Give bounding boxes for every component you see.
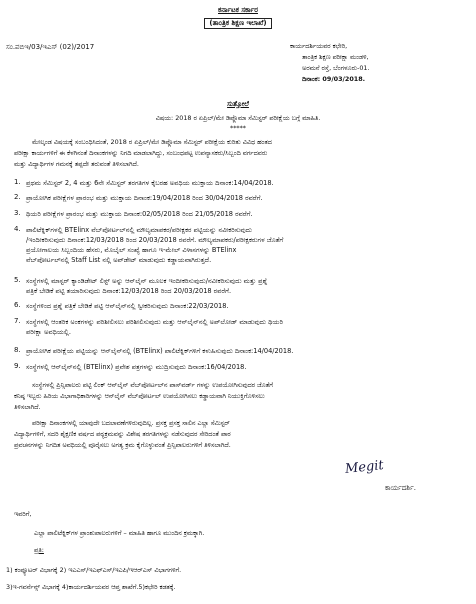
schedule-line: ಪ್ರವಚನಗಳನ್ನು ನಿಗದಿತ ಅವಧಿಯಲ್ಲಿ ಪೂರೈಸಲು ಅಗತ್ಯ ಕ್ರಮ ಕೈಗೊಳ್ಳುವಂತೆ ಪ್ರಿನ್ಸಿಪಾಲರುಗಳಿಗೆ ತಿಳಿಸಲಾಗಿದೆ. (14, 441, 231, 449)
portal-line: ಕನಿಷ್ಠ ಇಬ್ಬರು ಹಿರಿಯ ವಿಭಾಗಾಧಿಕಾರಿಗಳನ್ನು ಆನ್‌ಲೈನ್ ವೆಬ್‌ಪೋರ್ಟಲ್ ಉಪಯೋಗಿಸಲು ಕಡ್ಡಾಯವಾಗಿ ನಿಯುಕ್ತಿಗೊಳಿಸಲು (14, 392, 265, 400)
intro-line: ಮತ್ತು ವಿದ್ಯಾರ್ಥಿಗಳ ಗಮನಕ್ಕೆ ತಪ್ಪದೇ ತರುವಂತೆ ತಿಳಿಸಲಾಗಿದೆ. (14, 160, 139, 168)
intro-line: ಮೇಲ್ಕಂಡ ವಿಷಯಕ್ಕೆ ಸಂಬಂಧಿಸಿದಂತೆ, 2018 ರ ಏಪ್ರಿಲ್/ಮೇ ಡಿಪ್ಲೊಮಾ ಸೆಮಿಸ್ಟರ್ ಪರೀಕ್ಷೆಯ ಕುರಿತು ವಿವಿಧ ಹಂತದ (32, 138, 272, 146)
intro-paragraph (14, 137, 272, 170)
item-line: ವೆಬ್‌ಪೋರ್ಟಲ್‌ನಲ್ಲಿ Staff List ನಲ್ಲಿ ಅಪ್‌ಡೇಟ್ ಮಾಡುವುದು ಕಡ್ಡಾಯವಾಗಿರುತ್ತದೆ. (26, 256, 212, 264)
portal-line: ಸಂಸ್ಥೆಗಳಲ್ಲಿ ಪ್ರಿನ್ಸಿಪಾಲರು ಪಟ್ಟಿ ಲಿಂಕ್ ಆನ್‌ಲೈನ್ ವೆಬ್‌ಪೋರ್ಟಲ್‌ನ ಪಾಸ್‌ವರ್ಡ್ ಗಳನ್ನು ಉಪಯೋಗಿಸುವುದರ ಜೊತೆಗೆ (32, 381, 273, 389)
portal-line: ತಿಳಿಸಲಾಗಿದೆ. (14, 403, 41, 411)
item-number: 1. (14, 178, 21, 186)
item-line: ಪ್ರಾಯೋಗಿಕ ಪರೀಕ್ಷೆಗಳ ಪ್ರಾರಂಭ ಮತ್ತು ಮುಕ್ತಾಯ ದಿನಾಂಕ:19/04/2018 ರಿಂದ 30/04/2018 ರವರೆಗೆ. (26, 194, 263, 202)
item-text (26, 362, 466, 372)
item-line: ಪತ್ರಿಕೆ ಬೇಡಿಕೆ ಪಟ್ಟಿ ತಯಾರಿಸುವುದು ದಿನಾಂಕ:12/03/2018 ರಿಂದ 20/03/2018 ರವರೆಗೆ. (26, 287, 232, 295)
item-number: 6. (14, 301, 21, 309)
item-line: ಸಂಸ್ಥೆಗಳಿಂದ ಪ್ರಶ್ನೆ ಪತ್ರಿಕೆ ಬೇಡಿಕೆ ಪಟ್ಟಿ ಆನ್‌ಲೈನ್‌ನಲ್ಲಿ ಸ್ವೀಕರಿಸುವುದು ದಿನಾಂಕ:22/03/2018. (26, 302, 229, 310)
portal-paragraph (14, 380, 273, 413)
item-line: ಪ್ರಥಮ ಸೆಮಿಸ್ಟರ್ 2, 4 ಮತ್ತು 6ನೇ ಸೆಮಿಸ್ಟರ್ ತರಗತಿಗಳ ಕೈಬರಹ ಅವಧಿಯ ಮುಕ್ತಾಯ ದಿನಾಂಕ:14/04/2018. (26, 179, 274, 187)
item-text (26, 178, 466, 188)
item-number: 7. (14, 317, 21, 325)
copy-label: ಪ್ರತಿ: (34, 546, 44, 554)
item-number: 4. (14, 225, 21, 233)
schedule-paragraph (14, 418, 231, 451)
item-line: ಪ್ರಾಯೋಗಿಕ ಪರೀಕ್ಷೆಯ ಪಟ್ಟಿಯನ್ನು ಆನ್‌ಲೈನ್‌ನಲ್ಲಿ (BTElinx) ಪಾಲಿಟೆಕ್ನಿಕ್‌ಗಳಿಗೆ ಕಳುಹಿಸುವುದು ದಿನಾಂಕ:14/04/2018. (26, 347, 294, 355)
office-line: ಕಾರ್ಯದರ್ಶಿಯವರ ಕಛೇರಿ, (290, 42, 348, 50)
item-text (26, 317, 466, 337)
copy-line: 3)ಇ-ಗವರ್ನೆನ್ಸ್ ವಿಭಾಗಕ್ಕೆ 4)ಕಾರ್ಯದರ್ಶಿಯವರ ಆಪ್ತ ಶಾಖೆಗೆ.5)ಕಛೇರಿ ಕಡತಕ್ಕೆ. (6, 583, 176, 591)
item-line: ಪ್ರಯೋಗಾಲಯ ಸಿಬ್ಬಂದಿಯ ಹೆಸರು, ಮೊಬೈಲ್ ಸಂಖ್ಯೆ ಹಾಗೂ ಇ-ಮೇಲ್ ವಿಳಾಸಗಳನ್ನು BTElinx (26, 246, 237, 254)
item-number: 8. (14, 346, 21, 354)
gov-header: ಕರ್ನಾಟಕ ಸರ್ಕಾರ (218, 6, 258, 14)
signature-scrawl: Megit (344, 458, 385, 477)
item-text (26, 346, 466, 356)
item-text (26, 209, 466, 219)
schedule-line: ಪರೀಕ್ಷಾ ದಿನಾಂಕಗಳಲ್ಲಿ ಯಾವುದೇ ಬದಲಾವಣೆಗಳಿರುವುದಿಲ್ಲ. ಪ್ರಸಕ್ತ ಪ್ರಸಕ್ತ ಸಾಲಿನ ಎಲ್ಲಾ ಸೆಮಿಸ್ಟರ್ (32, 419, 230, 427)
to-line: ಎಲ್ಲಾ ಪಾಲಿಟೆಕ್ನಿಕ್‌ಗಳ ಪ್ರಾಂಶುಪಾಲರುಗಳಿಗೆ – ಮಾಹಿತಿ ಹಾಗೂ ಮುಂದಿನ ಕ್ರಮಕ್ಕಾಗಿ. (34, 529, 205, 537)
item-line: ಥಿಯರಿ ಪರೀಕ್ಷೆಗಳ ಪ್ರಾರಂಭ ಮತ್ತು ಮುಕ್ತಾಯ ದಿನಾಂಕ:02/05/2018 ರಿಂದ 21/05/2018 ರವರೆಗೆ. (26, 210, 253, 218)
dept-label: (ತಾಂತ್ರಿಕ ಶಿಕ್ಷಣ ಇಲಾಖೆ) (204, 18, 271, 29)
intro-line: ಪರೀಕ್ಷಾ ಕಾರ್ಯಗಳಿಗೆ ಈ ಕೆಳಗಿನಂತೆ ದಿನಾಂಕಗಳನ್ನು ನಿಗದಿ ಮಾಡಲಾಗಿದ್ದು, ಸಂಬಂಧಪಟ್ಟ ಉಪನ್ಯಾಸಕರು/ಸಿಬ್ಬಂದಿ ವರ್ಗದವರು (14, 149, 268, 157)
dept-header (0, 18, 476, 29)
item-text (26, 301, 466, 311)
item-number: 9. (14, 362, 21, 370)
item-number: 5. (14, 276, 21, 284)
schedule-line: ವಿದ್ಯಾರ್ಥಿಗಳಿಗೆ, ಸದರಿ ಶೈಕ್ಷಣಿಕ ವರ್ಷದ ಪಠ್ಯಕ್ರಮವನ್ನು ವಿಶೇಷ ತರಗತಿಗಳನ್ನು ನಡೆಸುವುದರ ಸೇರಿದಂತೆ ಪಾಠ (14, 430, 231, 438)
stars-divider: ***** (230, 124, 246, 132)
document-date: ದಿನಾಂಕ: 09/03/2018. (302, 75, 366, 83)
subject-line: ವಿಷಯ: 2018 ರ ಏಪ್ರಿಲ್/ಮೇ ಡಿಪ್ಲೊಮಾ ಸೆಮಿಸ್ಟರ್ ಪರೀಕ್ಷೆಯ ಬಗ್ಗೆ ಮಾಹಿತಿ. (155, 114, 321, 122)
office-line: ತಾಂತ್ರಿಕ ಶಿಕ್ಷಣ ಪರೀಕ್ಷಾ ಮಂಡಳಿ, (302, 53, 369, 61)
office-address (290, 41, 369, 85)
item-line: ಸಂಸ್ಥೆಗಳಲ್ಲಿ ಆನ್‌ಲೈನ್‌ನಲ್ಲಿ (BTElinx) ಪ್ರವೇಶ ಪತ್ರಗಳನ್ನು ಮುದ್ರಿಸುವುದು ದಿನಾಂಕ:16/04/2018. (26, 363, 247, 371)
signatory-title: ಕಾರ್ಯದರ್ಶಿ. (385, 484, 416, 492)
item-line: ಸಂಸ್ಥೆಗಳಲ್ಲಿ ಮಾಸ್ಟರ್ ಕ್ಯಾಂಡಿಡೇಟ್ ಲಿಸ್ಟ್ ಅನ್ನು ಆನ್‌ಲೈನ್ ಮೂಲಕ ಇಂದೀಕರಿಸುವುದು/ನವೀಕರಿಸುವುದು ಮತ್ತು ಪ್ರಶ್ನೆ (26, 277, 268, 285)
to-label: ಇವರಿಗೆ, (14, 510, 32, 518)
item-line: ಸಂಸ್ಥೆಗಳಲ್ಲಿ ಆಂತರಿಕ ಅಂಕಗಳನ್ನು ಪರಿಶೀಲಿಸಲು ಪರಿಶೀಲಿಸುವುದು ಮತ್ತು ಆನ್‌ಲೈನ್‌ನಲ್ಲಿ ಅಪ್‌ಲೋಡ್ ಮಾಡುವುದು ಥಿಯರಿ (26, 318, 283, 326)
item-number: 2. (14, 193, 21, 201)
reference-number: ಸಂ.ಪಬಿಇ/03/ಇಎಸ್ (02)/2017 (6, 43, 95, 51)
item-line: ಪರೀಕ್ಷಾ ಅವಧಿಯಲ್ಲಿ. (26, 328, 72, 336)
item-number: 3. (14, 209, 21, 217)
copy-line: 1) ಕಂಪ್ಯೂಟರ್ ವಿಭಾಗಕ್ಕೆ 2) ಇಎಎಸ್/ಇಎಫ್‌ಎಸ್/ಇಎಪಿ/ಇಆರ್‌ಎಸ್ ವಿಭಾಗಗಳಿಗೆ. (6, 566, 182, 574)
item-line: ಪಾಲಿಟೆಕ್ನಿಕ್‌ಗಳಲ್ಲಿ BTElinx ವೆಬ್‌ಪೋರ್ಟಲ್‌ನಲ್ಲಿ ಮೌಲ್ಯಮಾಪಕರ/ಪರೀಕ್ಷಕರ ಪಟ್ಟಿಯನ್ನು ನವೀಕರಿಸುವುದು (26, 226, 253, 234)
item-text (26, 193, 466, 203)
item-text (26, 276, 466, 296)
office-line: ಅರಮನೆ ರಸ್ತೆ, ಬೆಂಗಳೂರು-01. (302, 64, 370, 72)
item-text (26, 225, 466, 265)
item-line: /ಇಂದೀಕರಿಸುವುದು ದಿನಾಂಕ:12/03/2018 ರಿಂದ 20/03/2018 ರವರೆಗೆ. ಮೌಲ್ಯಮಾಪಕರು/ಪರೀಕ್ಷಕರುಗಳ ಜೊತೆಗೆ (26, 236, 284, 244)
circular-title: ಸುತ್ತೋಲೆ (227, 100, 249, 108)
